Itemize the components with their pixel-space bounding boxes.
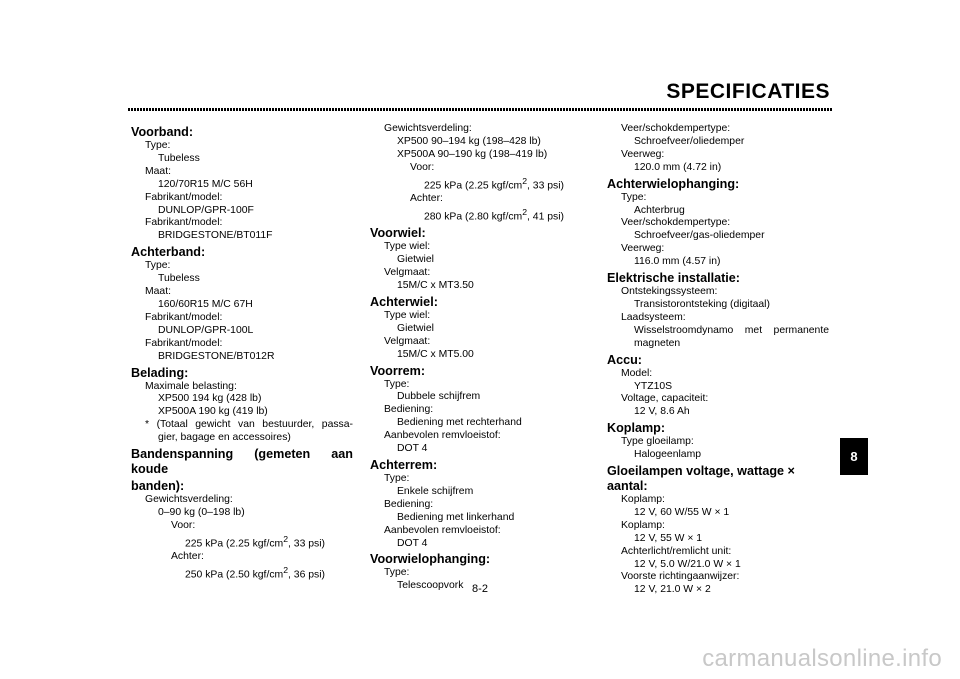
spec-label: Achterlicht/remlicht unit: (621, 545, 732, 557)
spec-value: Tubeless (158, 273, 200, 285)
spec-value: 225 kPa (2.25 kgf/$cm^2$, 33 psi) (185, 533, 325, 550)
spec-value: DOT 4 (397, 443, 428, 455)
section-heading-achterband: Achterband: (131, 245, 206, 260)
spec-label: Type wiel: (384, 241, 431, 253)
section-heading-bandenspanning: Bandenspanning (gemeten aan koude (131, 447, 353, 477)
spec-value: DUNLOP/GPR-100L (158, 324, 254, 336)
section-heading-koplamp: Koplamp: (607, 421, 666, 436)
spec-value: Wisselstroomdynamo met permanente (634, 324, 829, 336)
spec-label: Achter: (171, 551, 204, 563)
spec-value: 160/60R15 M/C 67H (158, 298, 253, 310)
spec-label: Velgmaat: (384, 267, 431, 279)
spec-label: Voor: (171, 519, 196, 531)
spec-label: Ontstekingssysteem: (621, 286, 718, 298)
spec-column-1 (131, 123, 353, 582)
spec-value: XP500A 190 kg (419 lb) (158, 406, 268, 418)
watermark: carmanualsonline.info (702, 645, 942, 672)
spec-label: Fabrikant/model: (145, 337, 223, 349)
spec-label: Koplamp: (621, 519, 665, 531)
spec-value: 12 V, 8.6 Ah (634, 406, 690, 418)
spec-label: Maat: (145, 165, 171, 177)
spec-value: 15M/C x MT5.00 (397, 348, 474, 360)
spec-label: Veer/schokdempertype: (621, 123, 731, 134)
spec-value: Telescoopvork (397, 580, 464, 592)
spec-label: Fabrikant/model: (145, 311, 223, 323)
section-heading-achterwielophanging: Achterwielophanging: (607, 176, 740, 191)
spec-label: Maat: (145, 286, 171, 298)
spec-label: Type gloeilamp: (621, 436, 694, 448)
spec-value: Achterbrug (634, 204, 685, 216)
spec-label: Koplamp: (621, 494, 665, 506)
section-heading-accu: Accu: (607, 352, 642, 367)
section-heading-elektrische-installatie: Elektrische installatie: (607, 271, 740, 286)
spec-value: DUNLOP/GPR-100F (158, 204, 254, 216)
spec-label: Gewichtsverdeling: (384, 123, 472, 134)
spec-label: Type: (384, 472, 410, 484)
spec-label: Type wiel: (384, 309, 431, 321)
spec-value: BRIDGESTONE/BT012R (158, 350, 275, 362)
spec-value: DOT 4 (397, 537, 428, 549)
spec-value: 120/70R15 M/C 56H (158, 178, 253, 190)
spec-value: 250 kPa (2.50 kgf/$cm^2$, 36 psi) (185, 565, 325, 581)
spec-value: BRIDGESTONE/BT011F (158, 230, 273, 242)
spec-label: Veer/schokdempertype: (621, 217, 731, 229)
spec-value: 280 kPa (2.80 kgf/$cm^2$, 41 psi) (424, 206, 564, 223)
spec-label: Fabrikant/model: (145, 217, 223, 229)
spec-label: Voorste richtingaanwijzer: (621, 571, 740, 583)
spec-value: magneten (634, 337, 681, 349)
section-heading-achterwiel: Achterwiel: (370, 294, 438, 309)
spec-value: YTZ10S (634, 380, 673, 392)
spec-value: Bediening met rechterhand (397, 417, 522, 429)
spec-value: XP500 90–194 kg (198–428 lb) (397, 135, 541, 147)
spec-label: Type: (384, 567, 410, 579)
spec-value: XP500 194 kg (428 lb) (158, 393, 262, 405)
spec-label: Veerweg: (621, 243, 665, 255)
page-number: 8-2 (472, 583, 488, 595)
spec-label: Achter: (410, 193, 443, 204)
spec-label: Model: (621, 367, 653, 379)
spec-column-3 (607, 123, 829, 597)
spec-value: Halogeenlamp (634, 449, 702, 461)
section-heading-gloeilampen: Gloeilampen voltage, wattage × aantal: (607, 464, 795, 494)
footnote-line: * (Totaal gewicht van bestuurder, passa- (145, 419, 353, 431)
spec-label: Aanbevolen remvloeistof: (384, 430, 501, 442)
spec-label: Type: (384, 378, 410, 390)
spec-value: 116.0 mm (4.57 in) (634, 256, 721, 268)
spec-label: Voltage, capaciteit: (621, 393, 709, 405)
section-heading-voorrem: Voorrem: (370, 363, 426, 378)
spec-value: 12 V, 60 W/55 W × 1 (634, 506, 730, 518)
spec-value: Enkele schijfrem (397, 485, 474, 497)
footnote-line: gier, bagage en accessoires) (158, 432, 291, 444)
spec-label: Aanbevolen remvloeistof: (384, 524, 501, 536)
section-heading-voorwiel: Voorwiel: (370, 226, 426, 241)
spec-value: Gietwiel (397, 254, 434, 266)
section-heading-bandenspanning-cont: banden): (131, 479, 185, 494)
spec-value: Tubeless (158, 152, 200, 164)
page-title: SPECIFICATIES (666, 80, 830, 103)
spec-value: XP500A 90–190 kg (198–419 lb) (397, 148, 548, 160)
spec-label: Bediening: (384, 498, 434, 510)
spec-value: Dubbele schijfrem (397, 391, 481, 403)
spec-value: Schroefveer/gas-oliedemper (634, 230, 765, 242)
spec-value: 12 V, 5.0 W/21.0 W × 1 (634, 558, 741, 570)
spec-value: Gietwiel (397, 322, 434, 334)
spec-column-2 (370, 123, 592, 593)
spec-value: Bediening met linkerhand (397, 511, 515, 523)
spec-label: Voor: (410, 161, 435, 173)
spec-value: Transistorontsteking (digitaal) (634, 298, 770, 310)
spec-value: 225 kPa (2.25 kgf/$cm^2$, 33 psi) (424, 175, 564, 192)
spec-label: Type: (145, 260, 171, 272)
spec-label: Type: (145, 140, 171, 151)
spec-label: Maximale belasting: (145, 380, 237, 392)
spec-label: Velgmaat: (384, 335, 431, 347)
section-heading-voorband: Voorband: (131, 125, 194, 139)
spec-value: 15M/C x MT3.50 (397, 280, 474, 291)
chapter-tab: 8 (840, 438, 868, 475)
section-heading-voorwielophanging: Voorwielophanging: (370, 552, 491, 567)
spec-value: 120.0 mm (4.72 in) (634, 161, 722, 173)
spec-value: 12 V, 55 W × 1 (634, 532, 703, 544)
spec-label: Veerweg: (621, 148, 665, 160)
spec-value: Schroefveer/oliedemper (634, 135, 745, 147)
spec-value: 0–90 kg (0–198 lb) (158, 506, 245, 518)
spec-value: 12 V, 21.0 W × 2 (634, 584, 711, 596)
spec-label: Type: (621, 191, 647, 203)
spec-label: Gewichtsverdeling: (145, 494, 233, 506)
spec-label: Bediening: (384, 404, 434, 416)
spec-label: Laadsysteem: (621, 311, 686, 323)
spec-label: Fabrikant/model: (145, 191, 223, 203)
section-heading-belading: Belading: (131, 365, 189, 380)
section-heading-achterrem: Achterrem: (370, 457, 438, 472)
header-rule (128, 108, 832, 111)
